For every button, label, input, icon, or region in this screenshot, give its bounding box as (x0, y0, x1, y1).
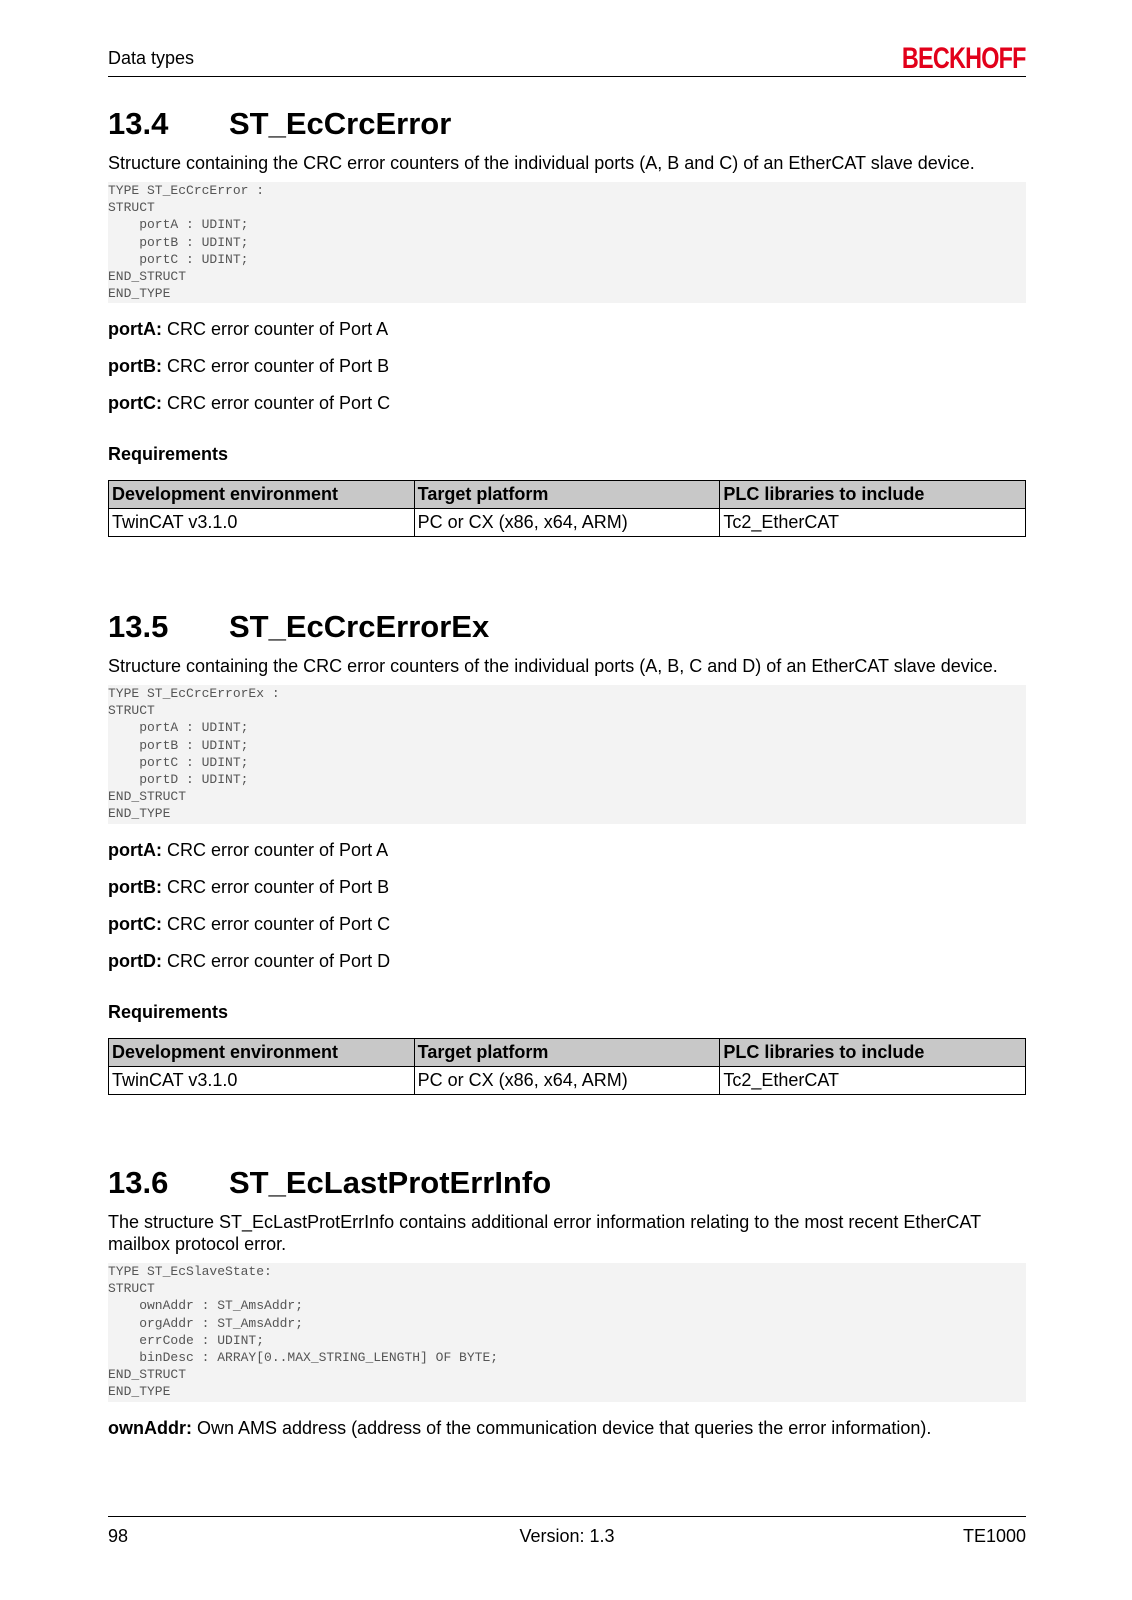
table-cell: PC or CX (x86, x64, ARM) (414, 1066, 720, 1094)
section-heading: 13.6 ST_EcLastProtErrInfo (108, 1165, 552, 1200)
requirements-table (108, 480, 1026, 537)
table-header-row (109, 481, 1026, 509)
table-cell: Tc2_EtherCAT (720, 509, 1026, 537)
table-row (109, 1066, 1026, 1094)
table-header: Development environment (109, 481, 415, 509)
requirements-table (108, 1038, 1026, 1095)
table-cell: Tc2_EtherCAT (720, 1066, 1026, 1094)
section-13-4 (108, 106, 1026, 537)
header-section-title: Data types (108, 48, 195, 68)
table-header: PLC libraries to include (720, 1038, 1026, 1066)
param-ownaddr: ownAddr: Own AMS address (address of the communication device that queries the error information). (108, 1417, 932, 1438)
param-portd: portD: CRC error counter of Port D (108, 950, 391, 971)
table-header: Development environment (109, 1038, 415, 1066)
table-cell: TwinCAT v3.1.0 (109, 1066, 415, 1094)
document-id: TE1000 (962, 1526, 1026, 1546)
section-intro: Structure containing the CRC error counters of the individual ports (A, B and C) of an EtherCAT slave device. (108, 153, 975, 173)
table-header: PLC libraries to include (720, 481, 1026, 509)
code-block: TYPE ST_EcSlaveState: STRUCT ownAddr : ST_AmsAddr; orgAddr : ST_AmsAddr; errCode : UDINT; binDesc : ARRAY[0..MAX_STRING_LENGTH] OF BYTE; END_STRUCT END_TYPE (108, 1263, 1026, 1402)
table-header: Target platform (414, 481, 720, 509)
param-portb: portB: CRC error counter of Port B (108, 876, 390, 897)
code-block: TYPE ST_EcCrcError : STRUCT portA : UDINT; portB : UDINT; portC : UDINT; END_STRUCT END_TYPE (108, 182, 1026, 303)
page-header (108, 42, 1026, 77)
table-cell: PC or CX (x86, x64, ARM) (414, 509, 720, 537)
param-porta: portA: CRC error counter of Port A (108, 319, 389, 340)
table-row (109, 509, 1026, 537)
section-13-6 (108, 1165, 1026, 1439)
beckhoff-logo: BECKHOFF (902, 42, 1026, 75)
param-portc: portC: CRC error counter of Port C (108, 913, 391, 934)
param-portc: portC: CRC error counter of Port C (108, 393, 391, 414)
requirements-title: Requirements (108, 1001, 229, 1022)
page-footer (108, 1516, 1026, 1547)
table-header-row (109, 1038, 1026, 1066)
page-number: 98 (108, 1526, 129, 1546)
table-header: Target platform (414, 1038, 720, 1066)
table-cell: TwinCAT v3.1.0 (109, 509, 415, 537)
version-label: Version: 1.3 (519, 1526, 615, 1546)
requirements-title: Requirements (108, 444, 229, 465)
section-heading: 13.5 ST_EcCrcErrorEx (108, 609, 490, 644)
section-heading: 13.4 ST_EcCrcError (108, 106, 452, 141)
param-portb: portB: CRC error counter of Port B (108, 356, 390, 377)
section-13-5 (108, 609, 1026, 1095)
code-block: TYPE ST_EcCrcErrorEx : STRUCT portA : UDINT; portB : UDINT; portC : UDINT; portD : UDINT; END_STRUCT END_TYPE (108, 685, 1026, 824)
section-intro: Structure containing the CRC error counters of the individual ports (A, B, C and D) of an EtherCAT slave device. (108, 656, 998, 676)
param-porta: portA: CRC error counter of Port A (108, 839, 389, 860)
section-intro: The structure ST_EcLastProtErrInfo contains additional error information relating to the most recent EtherCAT mailbox protocol error. (108, 1212, 981, 1254)
